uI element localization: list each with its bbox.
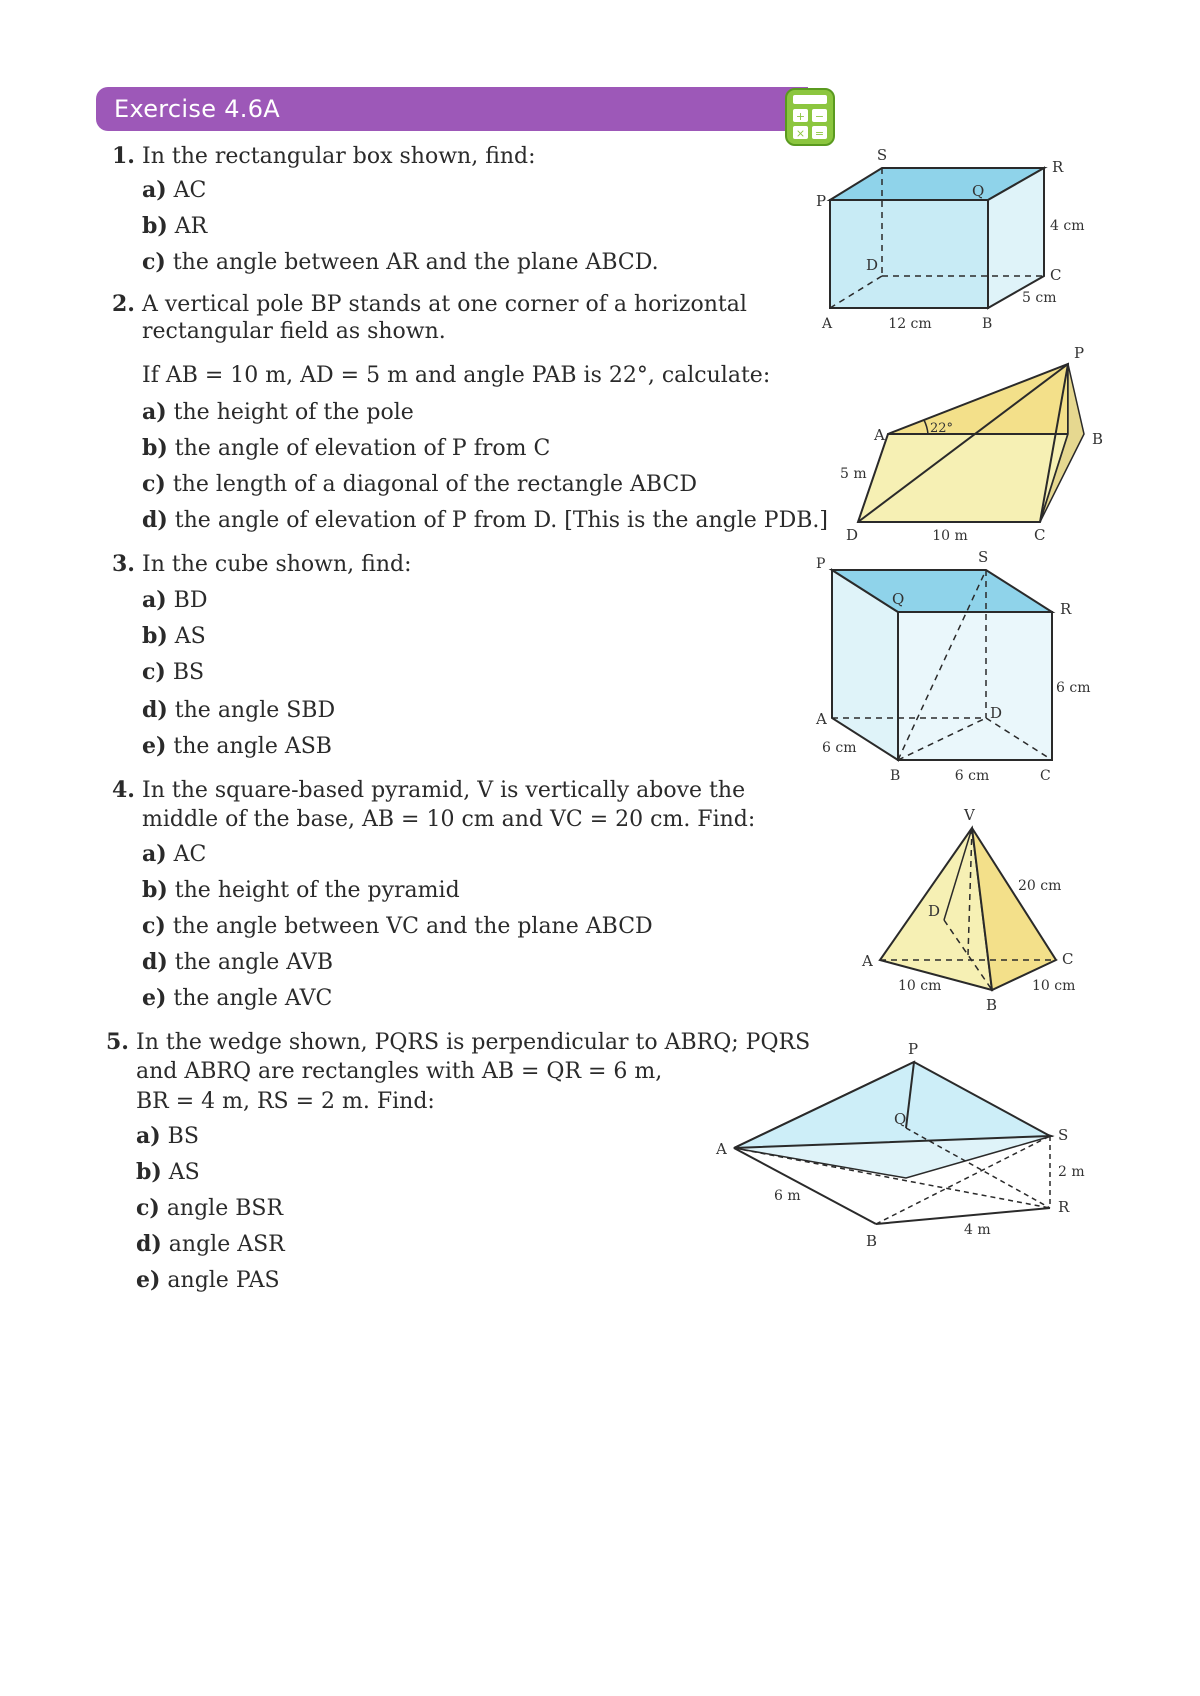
part-letter: c) xyxy=(142,913,166,939)
label-Q: Q xyxy=(892,590,905,608)
part-text: the angle SBD xyxy=(174,698,336,723)
part-text: the angle between VC and the plane ABCD xyxy=(172,914,653,939)
question-2-line-2: rectangular field as shown. xyxy=(142,319,446,344)
question-5-line-3: BR = 4 m, RS = 2 m. Find: xyxy=(136,1089,435,1114)
label-A: A xyxy=(716,1140,727,1158)
field-diagram xyxy=(830,340,1104,544)
label-B: B xyxy=(1092,430,1104,448)
part-letter: a) xyxy=(142,841,167,867)
part-text: the length of a diagonal of the rectangle ABCD xyxy=(172,472,697,497)
label-B: B xyxy=(982,316,993,332)
label-A: A xyxy=(874,426,885,444)
label-D: D xyxy=(990,704,1003,722)
part-text: the height of the pyramid xyxy=(174,878,460,903)
part-letter: d) xyxy=(142,697,168,723)
question-1-part-c xyxy=(142,248,659,277)
question-5-part-c xyxy=(136,1194,283,1223)
question-4 xyxy=(112,776,745,805)
question-number: 2. xyxy=(112,291,135,317)
label-Q: Q xyxy=(894,1110,907,1128)
question-2-part-c xyxy=(142,470,697,499)
question-number: 3. xyxy=(112,551,135,577)
svg-text:+: + xyxy=(795,110,806,123)
dim-AB: 10 cm xyxy=(898,978,942,994)
question-2-part-d xyxy=(142,506,828,535)
question-text: In the cube shown, find: xyxy=(142,552,412,577)
question-5-line-2: and ABRQ are rectangles with AB = QR = 6 m, xyxy=(136,1059,663,1084)
label-P: P xyxy=(1074,344,1085,362)
question-3 xyxy=(112,550,412,579)
part-text: the angle AVC xyxy=(173,986,333,1011)
part-letter: c) xyxy=(142,659,166,685)
part-text: the angle ASB xyxy=(173,734,332,759)
label-S: S xyxy=(978,548,989,566)
pyramid-diagram xyxy=(850,800,1100,1020)
part-text: AS xyxy=(168,1160,200,1185)
question-1-part-a xyxy=(142,176,206,205)
dim-VC: 20 cm xyxy=(1018,878,1062,894)
box-diagram xyxy=(810,140,1100,340)
dim-RS: 2 m xyxy=(1058,1164,1085,1180)
question-4-part-d xyxy=(142,948,333,977)
question-5-part-d xyxy=(136,1230,285,1259)
question-3-part-e xyxy=(142,732,332,761)
dim-height: 6 cm xyxy=(1056,680,1091,696)
question-5-part-a xyxy=(136,1122,199,1151)
part-letter: a) xyxy=(142,587,167,613)
part-text: the angle between AR and the plane ABCD. xyxy=(172,250,659,275)
part-letter: d) xyxy=(136,1231,162,1257)
label-B: B xyxy=(890,768,901,784)
question-number: 5. xyxy=(106,1029,129,1055)
part-letter: c) xyxy=(142,471,166,497)
part-text: angle BSR xyxy=(166,1196,284,1221)
part-text: AR xyxy=(174,214,208,239)
label-P: P xyxy=(908,1040,919,1058)
dim-height: 4 cm xyxy=(1050,218,1085,234)
part-letter: b) xyxy=(142,435,168,461)
part-text: BS xyxy=(167,1124,199,1149)
part-letter: e) xyxy=(142,733,167,759)
question-4-part-c xyxy=(142,912,653,941)
question-5-part-e xyxy=(136,1266,280,1295)
part-letter: e) xyxy=(142,985,167,1011)
part-text: angle PAS xyxy=(167,1268,280,1293)
part-letter: b) xyxy=(142,877,168,903)
part-letter: a) xyxy=(142,399,167,425)
question-2-given: If AB = 10 m, AD = 5 m and angle PAB is 22°, calculate: xyxy=(142,363,771,388)
label-A: A xyxy=(822,316,833,332)
part-letter: d) xyxy=(142,949,168,975)
part-letter: b) xyxy=(136,1159,162,1185)
label-C: C xyxy=(1040,768,1051,784)
label-P: P xyxy=(816,192,827,210)
cube-diagram xyxy=(810,548,1100,788)
label-A: A xyxy=(816,710,827,728)
question-text: In the square-based pyramid, V is vertically above the xyxy=(142,778,746,803)
question-4-line-2: middle of the base, AB = 10 cm and VC = 20 cm. Find: xyxy=(142,807,756,832)
question-1-part-b xyxy=(142,212,207,241)
part-text: the angle AVB xyxy=(174,950,334,975)
question-4-part-e xyxy=(142,984,332,1013)
dim-depth: 6 cm xyxy=(822,740,857,756)
label-D: D xyxy=(866,256,879,274)
question-3-part-b xyxy=(142,622,206,651)
dim-AB: 6 m xyxy=(774,1188,801,1204)
wedge-diagram xyxy=(700,1030,1100,1260)
question-3-part-a xyxy=(142,586,207,615)
part-letter: a) xyxy=(136,1123,161,1149)
calculator-icon xyxy=(784,87,836,147)
label-Q: Q xyxy=(972,182,985,200)
exercise-header xyxy=(96,87,808,131)
part-letter: c) xyxy=(136,1195,160,1221)
label-C: C xyxy=(1034,526,1046,544)
part-text: the height of the pole xyxy=(173,400,414,425)
label-S: S xyxy=(1058,1126,1069,1144)
part-letter: a) xyxy=(142,177,167,203)
part-text: AC xyxy=(173,178,207,203)
part-text: the angle of elevation of P from C xyxy=(174,436,551,461)
part-text: AC xyxy=(173,842,207,867)
label-D: D xyxy=(846,526,859,544)
label-R: R xyxy=(1058,1198,1070,1216)
part-text: angle ASR xyxy=(168,1232,285,1257)
svg-text:=: = xyxy=(814,127,825,140)
label-A: A xyxy=(862,952,873,970)
question-4-part-b xyxy=(142,876,460,905)
part-letter: b) xyxy=(142,213,168,239)
part-text: AS xyxy=(174,624,206,649)
question-text: In the rectangular box shown, find: xyxy=(142,144,536,169)
label-D: D xyxy=(928,902,941,920)
question-3-part-c xyxy=(142,658,204,687)
dim-BC: 10 cm xyxy=(1032,978,1076,994)
part-letter: e) xyxy=(136,1267,161,1293)
question-1 xyxy=(112,142,536,171)
question-text: In the wedge shown, PQRS is perpendicular to ABRQ; PQRS xyxy=(136,1030,811,1055)
svg-text:×: × xyxy=(795,127,806,140)
question-number: 1. xyxy=(112,143,135,169)
label-C: C xyxy=(1062,950,1074,968)
dim-length: 12 cm xyxy=(888,316,932,332)
label-B: B xyxy=(986,996,998,1014)
question-3-part-d xyxy=(142,696,335,725)
label-B: B xyxy=(866,1232,878,1250)
exercise-title: Exercise 4.6A xyxy=(114,95,280,123)
part-text: BS xyxy=(172,660,205,685)
part-text: the angle of elevation of P from D. [This is the angle PDB.] xyxy=(174,508,828,533)
dim-BR: 4 m xyxy=(964,1222,991,1238)
label-R: R xyxy=(1060,600,1072,618)
question-5-part-b xyxy=(136,1158,200,1187)
question-number: 4. xyxy=(112,777,135,803)
part-letter: c) xyxy=(142,249,166,275)
dim-length: 6 cm xyxy=(954,768,990,784)
label-C: C xyxy=(1050,266,1062,284)
part-letter: d) xyxy=(142,507,168,533)
question-4-part-a xyxy=(142,840,206,869)
dim-AD: 5 m xyxy=(840,466,867,482)
part-letter: b) xyxy=(142,623,168,649)
label-P: P xyxy=(816,556,826,572)
question-2 xyxy=(112,290,747,319)
question-text: A vertical pole BP stands at one corner of a horizontal xyxy=(142,292,747,317)
label-R: R xyxy=(1052,158,1064,176)
svg-text:−: − xyxy=(814,110,825,123)
dim-DC: 10 m xyxy=(932,528,968,544)
angle-label: 22° xyxy=(930,421,954,436)
label-S: S xyxy=(876,146,888,164)
part-text: BD xyxy=(173,588,208,613)
dim-depth: 5 cm xyxy=(1022,290,1057,306)
question-2-part-a xyxy=(142,398,414,427)
label-V: V xyxy=(964,806,975,824)
question-2-part-b xyxy=(142,434,550,463)
